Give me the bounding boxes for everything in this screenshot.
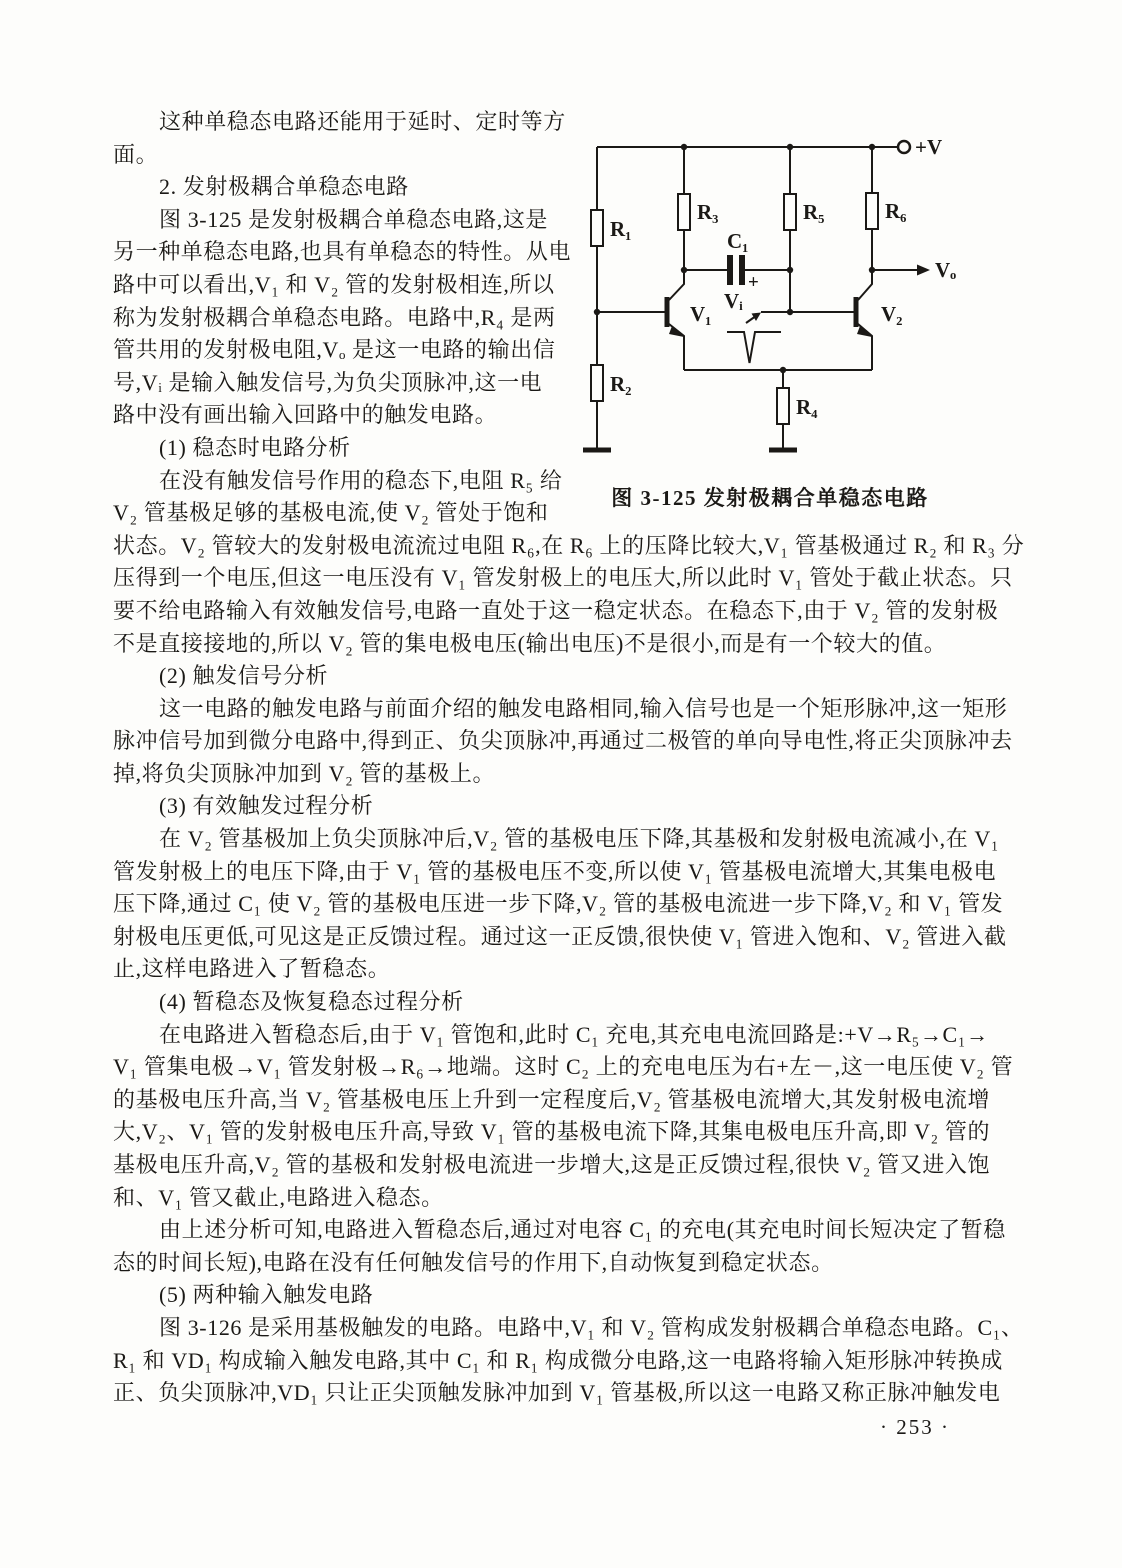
label-v1: V₁: [690, 302, 712, 326]
resistor-r4: [777, 388, 789, 424]
text-line: 正、负尖顶脉冲,VD₁ 只让正尖顶触发脉冲加到 V₁ 管基极,所以这一电路又称正脉冲触发电: [113, 1380, 1001, 1406]
text-line: (4) 暂稳态及恢复稳态过程分析: [159, 989, 464, 1015]
text-line: R₁ 和 VD₁ 构成输入触发电路,其中 C₁ 和 R₁ 构成微分电路,这一电路将输入矩形脉冲转换成: [113, 1347, 1003, 1373]
text-line: 压下降,通过 C₁ 使 V₂ 管的基极电压进一步下降,V₂ 管的基极电流进一步下降,V₂ 和 V₁ 管发: [113, 891, 1004, 917]
junction-dot: [869, 144, 875, 150]
text-line: 号,Vᵢ 是输入触发信号,为负尖顶脉冲,这一电: [113, 369, 543, 395]
transistor-v1-collector: [669, 270, 684, 300]
text-line: 在没有触发信号作用的稳态下,电阻 R₅ 给: [159, 467, 563, 493]
junction-dot: [787, 309, 793, 315]
resistor-r6: [866, 193, 878, 229]
label-r5: R₅: [803, 200, 825, 224]
junction-dot: [869, 267, 875, 273]
text-line: 在电路进入暂稳态后,由于 V₁ 管饱和,此时 C₁ 充电,其充电电流回路是:+V→R₅→C₁→: [159, 1021, 989, 1047]
resistor-r1: [591, 210, 603, 246]
label-supply: +V: [915, 135, 943, 159]
text-line: 路中可以看出,V₁ 和 V₂ 管的发射极相连,所以: [113, 271, 555, 297]
resistor-r2: [591, 365, 603, 401]
junction-dot: [594, 309, 600, 315]
resistor-r3: [678, 194, 690, 230]
junction-dot: [681, 267, 687, 273]
text-line: 图 3-125 是发射极耦合单稳态电路,这是: [159, 206, 549, 232]
text-line: 图 3-126 是采用基极触发的电路。电路中,V₁ 和 V₂ 管构成发射极耦合单稳态电路。C₁、: [159, 1314, 1024, 1340]
negative-spike-waveform-icon: [727, 332, 781, 363]
label-v2: V₂: [881, 302, 903, 326]
text-line: 由上述分析可知,电路进入暂稳态后,通过对电容 C₁ 的充电(其充电时间长短决定了暂稳: [159, 1217, 1006, 1243]
supply-terminal-icon: [898, 141, 910, 153]
circuit-diagram: [570, 100, 1022, 480]
label-c1: C₁: [727, 229, 749, 253]
text-line: 掉,将负尖顶脉冲加到 V₂ 管的基极上。: [113, 760, 496, 786]
label-vi: Vᵢ: [724, 289, 743, 313]
text-line: (1) 稳态时电路分析: [159, 434, 351, 460]
figure-3-125: [570, 100, 1022, 512]
v1-emitter-arrow-icon: [669, 326, 684, 337]
text-line: 管共用的发射极电阻,Vₒ 是这一电路的输出信: [113, 337, 556, 363]
label-vo: Vₒ: [935, 258, 957, 282]
text-line: 大,V₂、V₁ 管的发射极电压升高,导致 V₁ 管的基极电流下降,其集电极电压升高,即 V₂ 管的: [113, 1119, 991, 1145]
label-r6: R₆: [885, 199, 907, 223]
text-line: 脉冲信号加到微分电路中,得到正、负尖顶脉冲,再通过二极管的单向导电性,将正尖顶脉冲去: [113, 728, 1013, 754]
junction-dot: [787, 144, 793, 150]
figure-caption: 图 3-125 发射极耦合单稳态电路: [611, 486, 929, 510]
resistor-r5: [784, 194, 796, 230]
label-r3: R₃: [697, 200, 719, 224]
body-paragraphs: [113, 530, 1025, 1410]
text-line: 路中没有画出输入回路中的触发电路。: [113, 402, 498, 428]
text-line: 这一电路的触发电路与前面介绍的触发电路相同,输入信号也是一个矩形脉冲,这一矩形: [159, 695, 1008, 721]
text-line: 面。: [113, 141, 159, 167]
text-line: V₂ 管基极足够的基极电流,使 V₂ 管处于饱和: [113, 500, 549, 526]
capacitor-c1-plate: [739, 255, 745, 285]
text-line: V₁ 管集电极→V₁ 管发射极→R₆→地端。这时 C₂ 上的充电电压为右+左－,这一电压使 V₂ 管: [113, 1054, 1014, 1080]
text-line: 基极电压升高,V₂ 管的基极和发射极电流进一步增大,这是正反馈过程,很快 V₂ 管又进入饱: [113, 1152, 991, 1177]
text-line: 态的时间长短),电路在没有任何触发信号的作用下,自动恢复到稳定状态。: [113, 1249, 834, 1275]
page-number: · 253 ·: [880, 1415, 950, 1439]
text-line: 这种单稳态电路还能用于延时、定时等方: [159, 109, 566, 134]
vo-arrow-icon: [917, 265, 930, 276]
transistor-v2-collector: [858, 270, 872, 300]
v2-emitter-arrow-icon: [857, 326, 872, 337]
text-line: 不是直接接地的,所以 V₂ 管的集电极电压(输出电压)不是很小,而是有一个较大的值。: [113, 630, 947, 656]
text-line: 射极电压更低,可见这是正反馈过程。通过这一正反馈,很快使 V₁ 管进入饱和、V₂ 管进入截: [113, 923, 1007, 949]
label-r4: R₄: [796, 395, 818, 419]
text-line: (2) 触发信号分析: [159, 663, 329, 689]
label-r1: R₁: [610, 217, 632, 241]
text-line: 称为发射极耦合单稳态电路。电路中,R₄ 是两: [113, 304, 556, 330]
junction-dot: [780, 367, 786, 373]
text-line: 止,这样电路进入了暂稳态。: [113, 956, 391, 982]
text-line: (3) 有效触发过程分析: [159, 793, 374, 819]
text-line: 压得到一个电压,但这一电压没有 V₁ 管发射极上的电压大,所以此时 V₁ 管处于截止状态。只: [113, 565, 1013, 591]
capacitor-c1-plate: [727, 255, 733, 285]
text-line: 另一种单稳态电路,也具有单稳态的特性。从电: [113, 239, 572, 265]
text-line: 状态。V₂ 管较大的发射极电流流过电阻 R₆,在 R₆ 上的压降比较大,V₁ 管基极通过 R₂ 和 R₃ 分: [113, 532, 1025, 558]
text-line: 在 V₂ 管基极加上负尖顶脉冲后,V₂ 管的基极电压下降,其基极和发射极电流减小,在 V₁: [159, 826, 1000, 852]
junction-dot: [681, 144, 687, 150]
label-c1-polarity: +: [748, 272, 759, 293]
text-line: 的基极电压升高,当 V₂ 管基极电压上升到一定程度后,V₂ 管基极电流增大,其发射极电流增: [113, 1086, 991, 1112]
text-line: 和、V₁ 管又截止,电路进入稳态。: [113, 1184, 444, 1210]
text-line: 要不给电路输入有效触发信号,电路一直处于这一稳定状态。在稳态下,由于 V₂ 管的发射极: [113, 597, 999, 623]
text-line: (5) 两种输入触发电路: [159, 1282, 374, 1308]
junction-dot: [787, 267, 793, 273]
text-line: 2. 发射极耦合单稳态电路: [159, 174, 409, 200]
label-r2: R₂: [610, 372, 632, 396]
text-line: 管发射极上的电压下降,由于 V₁ 管的基极电压不变,所以使 V₁ 管基极电流增大,其集电极电: [113, 858, 997, 884]
vi-arrow-icon: [752, 313, 762, 322]
